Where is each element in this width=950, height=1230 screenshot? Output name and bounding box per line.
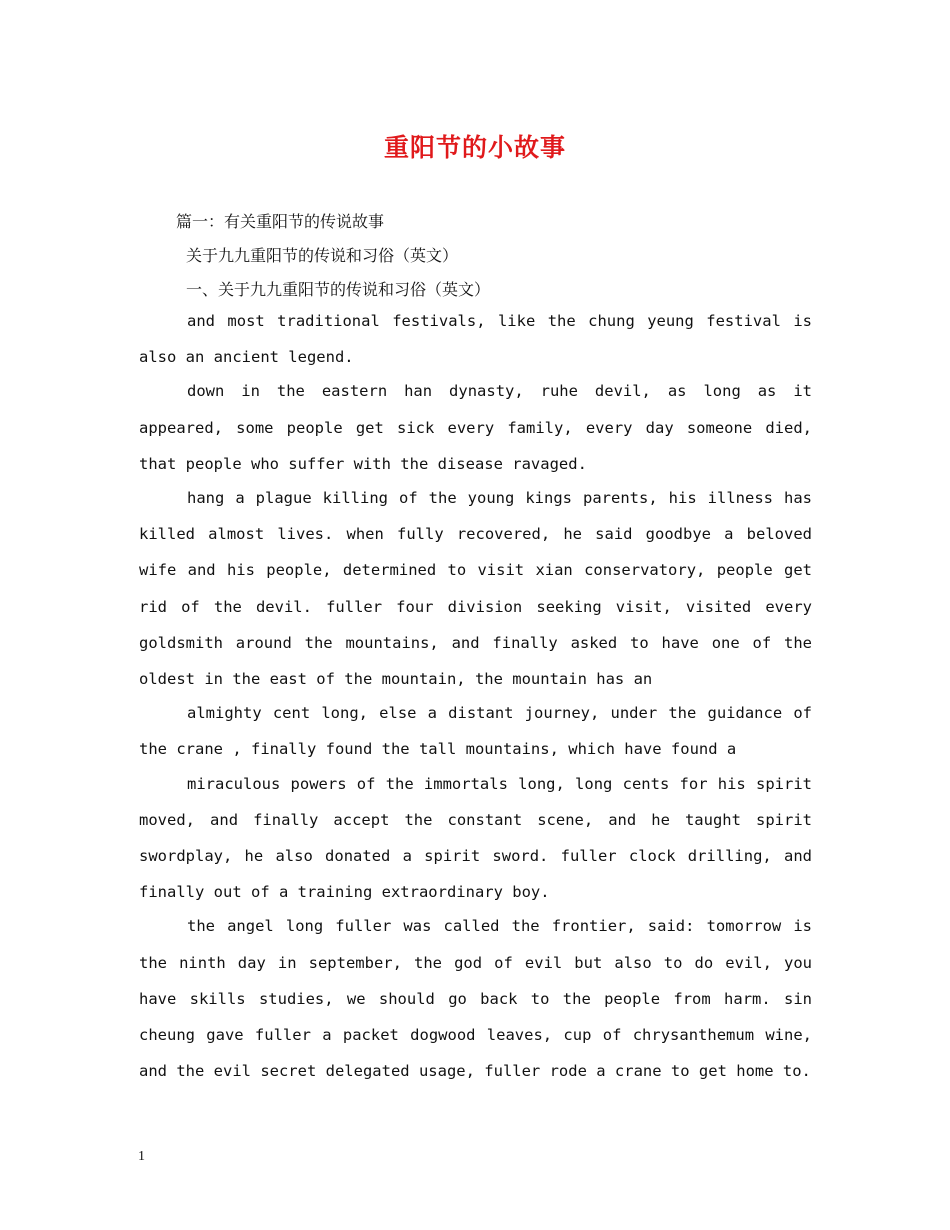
body-text xyxy=(139,303,812,1087)
paragraph: down in the eastern han dynasty, ruhe devil, as long as it appeared, some people get sick every family, every day someone died, that people who suffer with the disease ravaged. xyxy=(139,382,812,473)
page-number: 1 xyxy=(138,1149,145,1164)
subheading-numbered: 一、关于九九重阳节的传说和习俗（英文） xyxy=(186,280,491,299)
paragraph: miraculous powers of the immortals long, long cents for his spirit moved, and finally accept the constant scene, and he taught spirit swordplay, he also donated a spirit sword. fuller clock drilling, and finally out of a training extraordinary boy. xyxy=(139,774,812,902)
paragraph: and most traditional festivals, like the chung yeung festival is also an ancient legend. xyxy=(139,312,812,367)
subheading: 关于九九重阳节的传说和习俗（英文） xyxy=(186,246,459,265)
paragraph: almighty cent long, else a distant journey, under the guidance of the crane , finally found the tall mountains, which have found a xyxy=(139,704,812,759)
paragraph: the angel long fuller was called the frontier, said: tomorrow is the ninth day in september, the god of evil but also to do evil, you have skills studies, we should go back to the people from harm. sin cheung gave fuller a packet dogwood leaves, cup of chrysanthemum wine, and the evil secret delegated usage, fuller rode a crane to get home to. xyxy=(139,917,812,1081)
section-heading: 篇一：有关重阳节的传说故事 xyxy=(176,212,385,231)
paragraph: hang a plague killing of the young kings parents, his illness has killed almost lives. when fully recovered, he said goodbye a beloved wife and his people, determined to visit xian conservatory, people get rid of the devil. fuller four division seeking visit, visited every goldsmith around the mountains, and finally asked to have one of the oldest in the east of the mountain, the mountain has an xyxy=(139,489,812,689)
document-title: 重阳节的小故事 xyxy=(383,133,566,162)
